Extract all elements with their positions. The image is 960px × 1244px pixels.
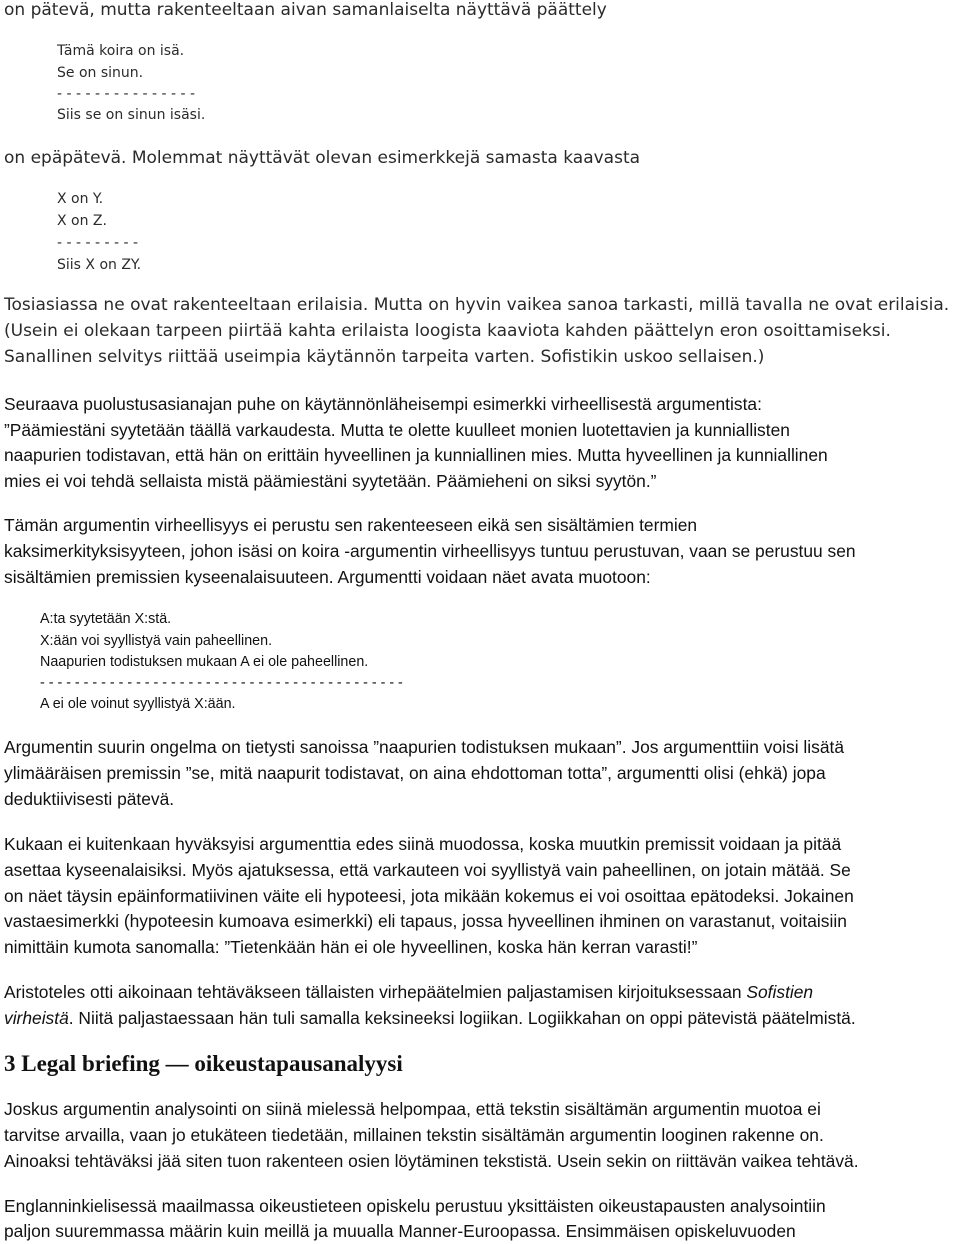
separator-line: - - - - - - - - - xyxy=(57,235,139,251)
text-line: Tosiasiassa ne ovat rakenteeltaan erilaisia. Mutta on hyvin vaikea sanoa tarkasti, millä tavalla ne ovat erilaisia. xyxy=(4,295,950,315)
premise-line: A:ta syytetään X:stä. xyxy=(40,611,172,627)
book-title-italic: virheistä xyxy=(4,1008,69,1028)
separator-line: - - - - - - - - - - - - - - - xyxy=(57,86,196,102)
text-line: mies ei voi tehdä sellaista mistä päämiestäni syytetään. Päämieheni on siksi syytön.” xyxy=(4,471,657,491)
text-line: Sanallinen selvitys riittää useimpia käytännön tarpeita varten. Sofistikin uskoo sellaisen.) xyxy=(4,347,765,367)
text-line: paljon suuremmassa määrin kuin meillä ja muualla Manner-Euroopassa. Ensimmäisen opiskeluvuoden xyxy=(4,1221,796,1241)
text-line: Tämän argumentin virheellisyys ei perustu sen rakenteeseen eikä sen sisältämien termien xyxy=(4,515,698,535)
premise-line: X:ään voi syyllistyä vain paheellinen. xyxy=(40,633,273,649)
text-line: ”Päämiestäni syytetään täällä varkaudesta. Mutta te olette kuulleet monien luotettavien ja kunniallisten xyxy=(4,420,790,440)
text-run: . Niitä paljastaessaan hän tuli samalla keksineeksi logiikan. Logiikkahan on oppi pätevistä päätelmistä. xyxy=(68,1008,856,1028)
text-line: Argumentin suurin ongelma on tietysti sanoissa ”naapurien todistuksen mukaan”. Jos argumenttiin voisi lisätä xyxy=(4,737,845,757)
text-line: ylimääräisen premissin ”se, mitä naapurit todistavat, on aina ehdottoman totta”, argumentti olisi (ehkä) jopa xyxy=(4,763,826,783)
text-line: on näet täysin epäinformatiivinen väite eli hypoteesi, jota mikään kokemus ei voi osoittaa epätodeksi. Jokainen xyxy=(4,886,854,906)
text-line: kaksimerkityksisyyteen, johon isäsi on koira -argumentin virheellisyys tuntuu perustuvan, vaan se perustuu sen xyxy=(4,541,856,561)
text-line: deduktiivisesti pätevä. xyxy=(4,789,175,809)
conclusion-line: A ei ole voinut syyllistyä X:ään. xyxy=(40,696,236,712)
text-line: nimittäin kumota sanomalla: ”Tietenkään hän ei ole hyveellinen, koska hän kerran varasti!” xyxy=(4,937,698,957)
text-line: tarvitse arvailla, vaan jo etukäteen tiedetään, millainen tekstin sisältämän argumentin looginen rakenne on. xyxy=(4,1125,824,1145)
separator-line: - - - - - - - - - - - - - - - - - - - - - - - - - - - - - - - - - - - - - - - - - - xyxy=(40,675,403,691)
section-heading: 3 Legal briefing — oikeustapausanalyysi xyxy=(4,1051,403,1076)
text-line: Joskus argumentin analysointi on siinä mielessä helpompaa, että tekstin sisältämän argumentin muotoa ei xyxy=(4,1099,821,1119)
text-line: vastaesimerkki (hypoteesin kumoava esimerkki) eli tapaus, jossa hyveellinen ihminen on varastanut, voitaisiin xyxy=(4,911,847,931)
text-line xyxy=(4,1010,856,1027)
text-line: naapurien todistavan, että hän on erittäin hyveellinen ja kunniallinen mies. Mutta hyveellinen ja kunniallinen xyxy=(4,445,828,465)
text-line xyxy=(4,984,813,1001)
text-line: Seuraava puolustusasianajan puhe on käytännönläheisempi esimerkki virheellisestä argumentista: xyxy=(4,394,762,414)
book-title-italic: Sofistien xyxy=(746,982,814,1002)
text-line: Englanninkielisessä maailmassa oikeustieteen opiskelu perustuu yksittäisten oikeustapausten analysointiin xyxy=(4,1196,826,1216)
text-line: on pätevä, mutta rakenteeltaan aivan samanlaiselta näyttävä päättely xyxy=(4,0,607,20)
text-line: asettaa kyseenalaisiksi. Myös ajatuksessa, että varkauteen voi syyllistyä vain paheellinen, on jotain mätää. Se xyxy=(4,860,851,880)
text-line: Kukaan ei kuitenkaan hyväksyisi argumenttia edes siinä muodossa, koska muutkin premissit voidaan ja pitää xyxy=(4,834,842,854)
text-line: on epäpätevä. Molemmat näyttävät olevan esimerkkejä samasta kaavasta xyxy=(4,148,641,168)
premise-line: Naapurien todistuksen mukaan A ei ole paheellinen. xyxy=(40,654,369,670)
premise-line: Tämä koira on isä. xyxy=(57,43,185,59)
premise-line: Se on sinun. xyxy=(57,65,144,81)
text-line: Ainoaksi tehtäväksi jää siten tuon rakenteen osien löytäminen tekstistä. Usein sekin on riittävän vaikea tehtävä. xyxy=(4,1151,859,1171)
premise-line: X on Z. xyxy=(57,213,107,229)
text-line: sisältämien premissien kyseenalaisuuteen. Argumentti voidaan näet avata muotoon: xyxy=(4,567,651,587)
premise-line: X on Y. xyxy=(57,191,104,207)
conclusion-line: Siis X on ZY. xyxy=(57,257,142,273)
conclusion-line: Siis se on sinun isäsi. xyxy=(57,107,206,123)
text-run: Aristoteles otti aikoinaan tehtäväkseen tällaisten virhepäätelmien paljastamisen kirjoituksessaan xyxy=(4,982,747,1002)
text-line: (Usein ei olekaan tarpeen piirtää kahta erilaista loogista kaaviota kahden päättelyn eron osoittamiseksi. xyxy=(4,321,891,341)
